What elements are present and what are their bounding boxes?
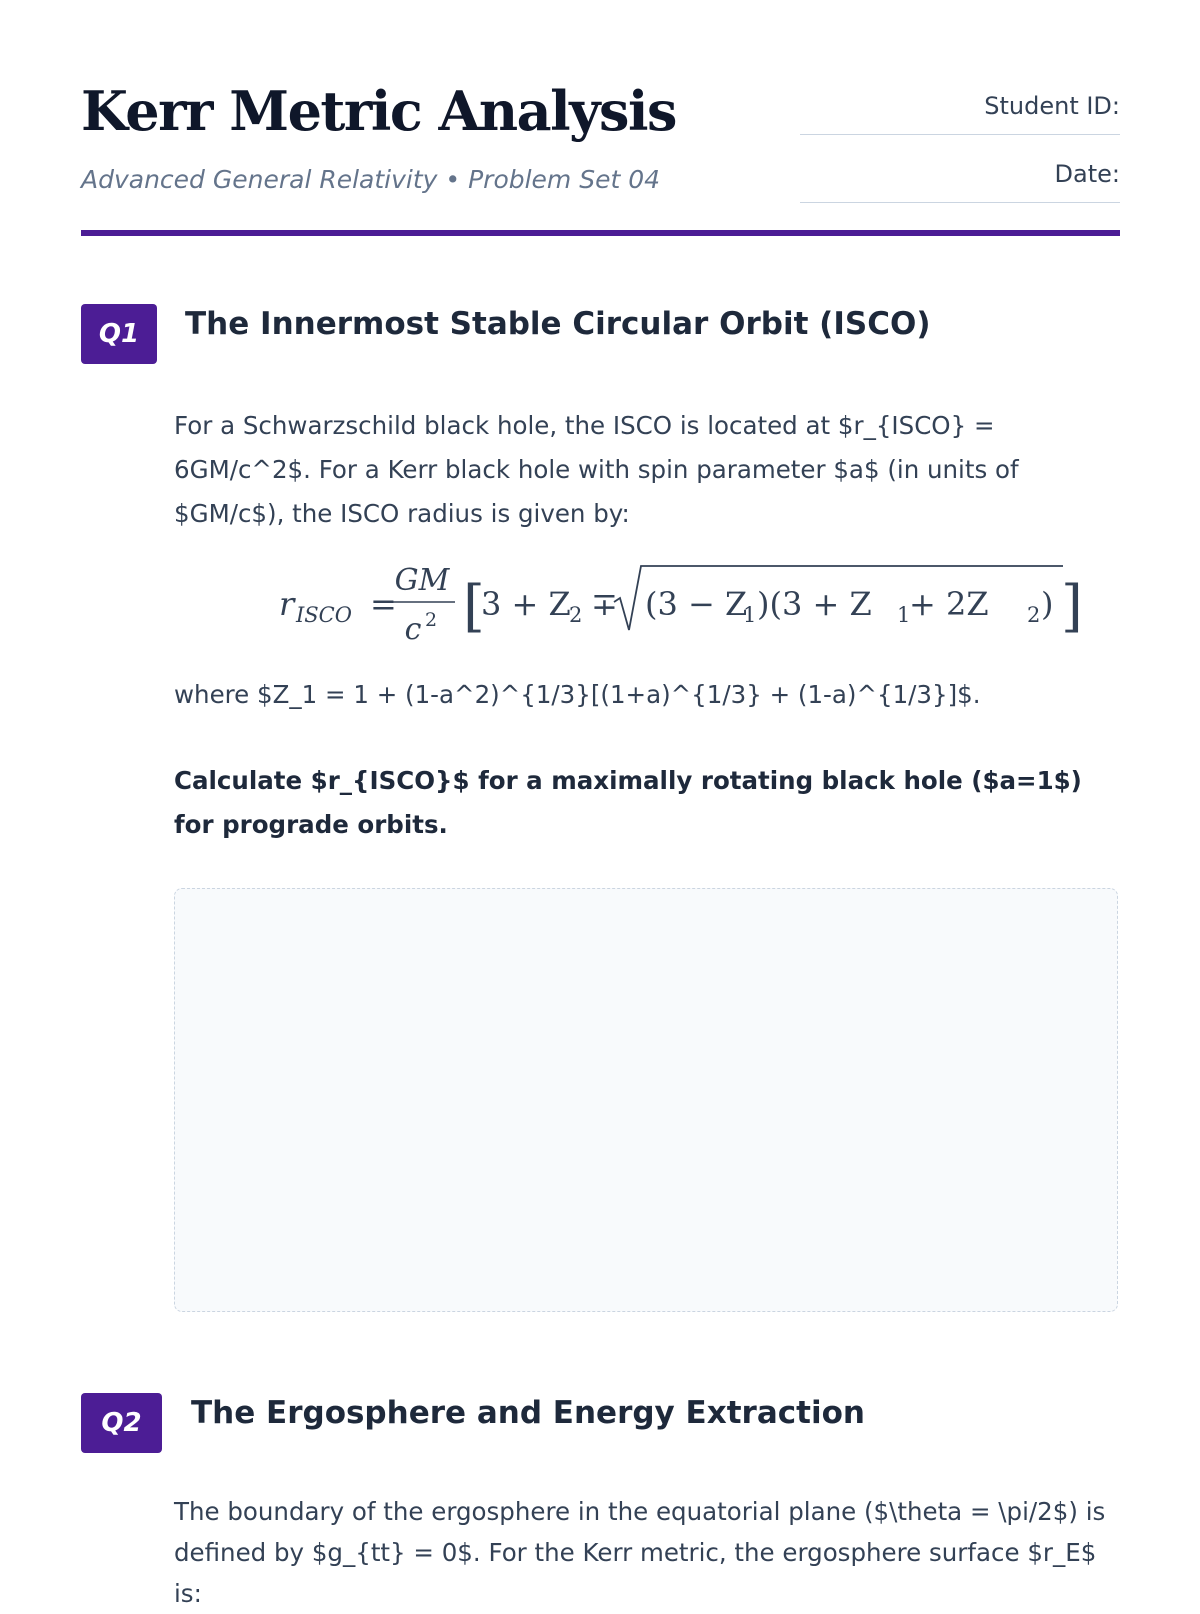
- formula-radicand-d: ): [1041, 585, 1054, 623]
- isco-formula: [279, 560, 1099, 644]
- formula-equals: =: [370, 585, 397, 623]
- formula-radicand-b: )(3 + Z: [757, 585, 872, 623]
- question-2-badge: Q2: [81, 1393, 162, 1453]
- student-id-field[interactable]: [800, 78, 1120, 135]
- question-1-badge: Q1: [81, 304, 157, 364]
- formula-radicand-a: (3 − Z: [645, 585, 748, 623]
- date-field[interactable]: [800, 146, 1120, 203]
- student-id-label: Student ID:: [984, 92, 1120, 120]
- question-2-intro: The boundary of the ergosphere in the equatorial plane ($\theta = \pi/2$) is defined by $g_{tt} = 0$. For the Kerr metric, the ergosphere surface $r_E$ is:: [174, 1497, 1106, 1608]
- question-2-title: The Ergosphere and Energy Extraction: [191, 1395, 865, 1431]
- formula-numerator: GM: [394, 563, 450, 598]
- question-1-intro: For a Schwarzschild black hole, the ISCO is located at $r_{ISCO} = 6GM/c^2$. For a Kerr black hole with spin parameter $a$ (in units of $GM/c$), the ISCO radius is given by:: [174, 411, 1019, 528]
- formula-lhs: r: [279, 585, 295, 623]
- question-1-answer-area[interactable]: [174, 888, 1118, 1312]
- question-1-task: Calculate $r_{ISCO}$ for a maximally rotating black hole ($a=1$) for prograde orbits.: [174, 766, 1082, 839]
- formula-term1-subscript: 2: [569, 603, 583, 627]
- document-header: [81, 78, 1120, 238]
- formula-radicand-a-subscript: 1: [743, 603, 757, 627]
- formula-radicand-c: + 2Z: [909, 585, 989, 623]
- formula-operator: ∓: [591, 585, 618, 623]
- date-label: Date:: [1054, 160, 1120, 188]
- problem-set-page: [81, 0, 1120, 1608]
- formula-denominator-exponent: 2: [425, 609, 438, 631]
- document-subtitle: Advanced General Relativity • Problem Set 04: [81, 165, 661, 194]
- question-1-where-clause: where $Z_1 = 1 + (1-a^2)^{1/3}[(1+a)^{1/3} + (1-a)^{1/3}]$.: [174, 680, 981, 709]
- header-divider: [81, 230, 1120, 236]
- formula-bracket-open: [: [463, 574, 485, 639]
- formula-term1: 3 + Z: [481, 585, 571, 623]
- formula-denominator: c: [404, 612, 422, 644]
- formula-lhs-subscript: ISCO: [296, 603, 352, 627]
- formula-bracket-close: ]: [1061, 574, 1083, 639]
- formula-radicand-c-subscript: 2: [1027, 603, 1041, 627]
- formula-radicand-b-subscript: 1: [897, 603, 911, 627]
- document-title: Kerr Metric Analysis: [81, 79, 676, 143]
- question-1-title: The Innermost Stable Circular Orbit (ISCO): [185, 306, 931, 342]
